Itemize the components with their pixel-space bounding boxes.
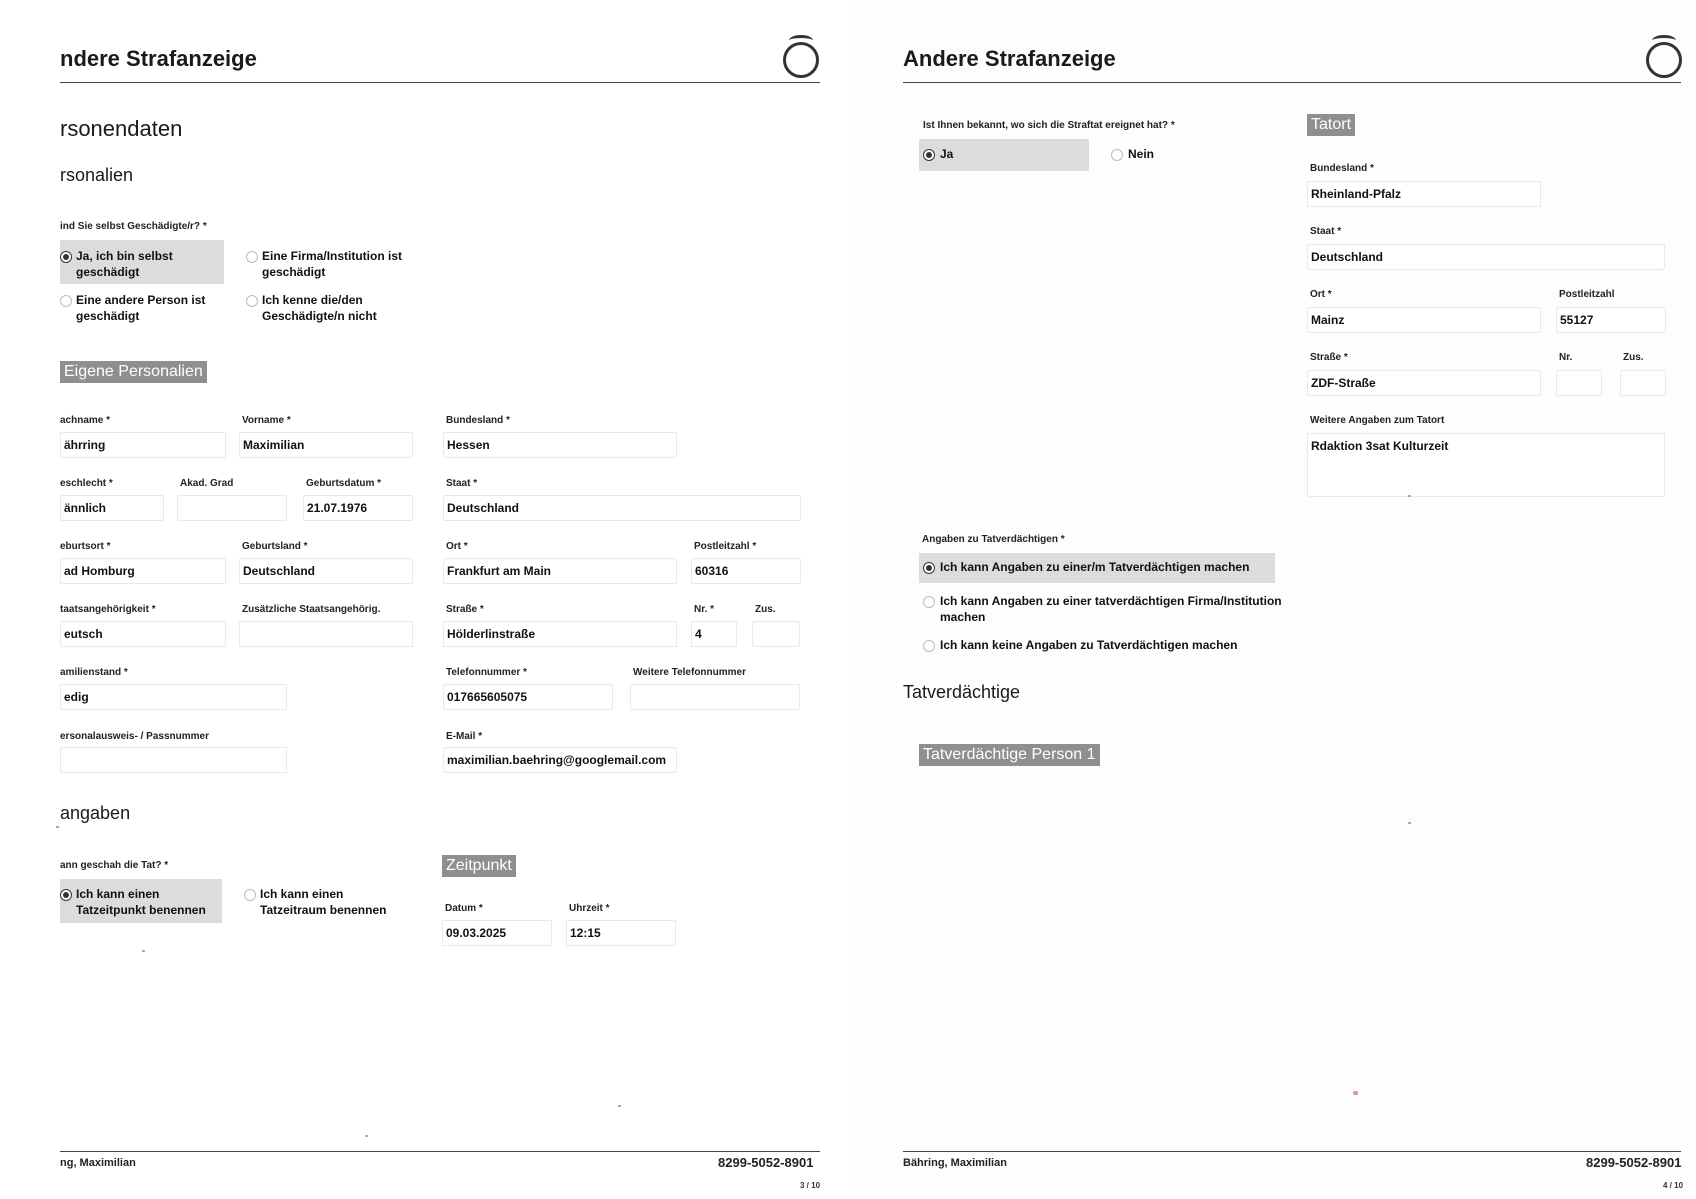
label-email: E-Mail *	[446, 731, 483, 742]
label-nr: Nr. *	[694, 604, 715, 615]
footer-code: 8299-5052-8901	[718, 1155, 814, 1170]
label-tatort-strasse: Straße *	[1310, 352, 1348, 363]
question-verdaechtige-label: Angaben zu Tatverdächtigen *	[922, 534, 1065, 545]
radio-ort-nein[interactable]	[1111, 149, 1123, 161]
field-weitere-telefon[interactable]	[630, 684, 800, 710]
field-tatort-strasse[interactable]: ZDF-Straße	[1307, 370, 1541, 396]
option-zeitpunkt[interactable]: Ich kann einen Tatzeitpunkt benennen	[76, 887, 206, 917]
question-ort-label: Ist Ihnen bekannt, wo sich die Straftat ereignet hat? *	[923, 120, 1175, 131]
page-number: 3 / 10	[800, 1181, 821, 1190]
field-ort[interactable]: Frankfurt am Main	[443, 558, 677, 584]
option-ort-nein[interactable]: Nein	[1128, 147, 1155, 161]
police-logo-icon	[1646, 42, 1682, 78]
label-plz: Postleitzahl *	[694, 541, 757, 552]
radio-verd-person[interactable]	[923, 562, 935, 574]
header-rule	[60, 82, 820, 83]
footer-name: Bähring, Maximilian	[903, 1157, 1007, 1169]
label-telefon: Telefonnummer *	[446, 667, 527, 678]
label-familienstand: amilienstand *	[60, 667, 128, 678]
subsection-heading: rsonalien	[60, 165, 134, 185]
label-zus-staatsangehoerigkeit: Zusätzliche Staatsangehörig.	[242, 604, 381, 615]
footer-name: ng, Maximilian	[60, 1157, 136, 1169]
field-zus-staatsangehoerigkeit[interactable]	[239, 621, 413, 647]
field-uhrzeit[interactable]: 12:15	[566, 920, 676, 946]
label-tatort-plz: Postleitzahl	[1559, 289, 1615, 300]
field-geburtsort[interactable]: ad Homburg	[60, 558, 226, 584]
option-andere[interactable]: Eine andere Person ist geschädigt	[76, 293, 206, 323]
label-strasse: Straße *	[446, 604, 484, 615]
option-verd-person[interactable]: Ich kann Angaben zu einer/m Tatverdächtigen machen	[940, 560, 1250, 574]
label-uhrzeit: Uhrzeit *	[569, 903, 610, 914]
section-tatverdaechtige: Tatverdächtige	[903, 682, 1021, 702]
scan-speck	[1353, 1091, 1358, 1095]
field-tatort-zus[interactable]	[1620, 370, 1666, 396]
radio-firma[interactable]	[246, 251, 258, 263]
badge-tatort: Tatort	[1307, 114, 1355, 136]
page-title: ndere Strafanzeige	[60, 46, 257, 71]
field-tatort-plz[interactable]: 55127	[1556, 307, 1666, 333]
header-rule	[903, 82, 1681, 83]
label-vorname: Vorname *	[242, 415, 291, 426]
option-firma[interactable]: Eine Firma/Institution ist geschädigt	[262, 249, 403, 279]
radio-verd-firma[interactable]	[923, 596, 935, 608]
label-tatort-zus: Zus.	[1623, 352, 1644, 363]
label-geburtsort: eburtsort *	[60, 541, 111, 552]
scan-speck	[365, 1135, 368, 1137]
field-zus[interactable]	[752, 621, 800, 647]
option-verd-keine[interactable]: Ich kann keine Angaben zu Tatverdächtigen machen	[940, 638, 1238, 652]
question-geschaedigt-label: ind Sie selbst Geschädigte/r? *	[60, 221, 207, 232]
field-tatort-staat[interactable]: Deutschland	[1307, 244, 1665, 270]
footer-rule	[903, 1151, 1681, 1152]
label-staat: Staat *	[446, 478, 478, 489]
page-4	[848, 0, 1696, 1199]
scan-speck	[618, 1105, 621, 1107]
footer-rule	[60, 1151, 820, 1152]
page-title: Andere Strafanzeige	[903, 46, 1116, 71]
scan-speck	[56, 826, 59, 828]
badge-eigene-personalien: Eigene Personalien	[60, 361, 207, 383]
field-ausweis[interactable]	[60, 747, 287, 773]
label-geschlecht: eschlecht *	[60, 478, 113, 489]
field-strasse[interactable]: Hölderlinstraße	[443, 621, 677, 647]
label-weitere-telefon: Weitere Telefonnummer	[633, 667, 746, 678]
label-tatort-bundesland: Bundesland *	[1310, 163, 1374, 174]
label-geburtsland: Geburtsland *	[242, 541, 308, 552]
radio-zeitpunkt[interactable]	[60, 889, 72, 901]
field-grad[interactable]	[177, 495, 287, 521]
badge-tatverdaechtige-person: Tatverdächtige Person 1	[919, 744, 1100, 766]
field-telefon[interactable]: 017665605075	[443, 684, 613, 710]
field-vorname[interactable]: Maximilian	[239, 432, 413, 458]
field-nachname[interactable]: ährring	[60, 432, 226, 458]
footer-code: 8299-5052-8901	[1586, 1155, 1682, 1170]
label-tatort-staat: Staat *	[1310, 226, 1342, 237]
option-zeitraum[interactable]: Ich kann einen Tatzeitraum benennen	[260, 887, 387, 917]
label-staatsangehoerigkeit: taatsangehörigkeit *	[60, 604, 156, 615]
option-verd-firma[interactable]: Ich kann Angaben zu einer tatverdächtigen Firma/Institution machen	[940, 594, 1282, 624]
field-staat[interactable]: Deutschland	[443, 495, 801, 521]
label-datum: Datum *	[445, 903, 483, 914]
field-nr[interactable]: 4	[691, 621, 737, 647]
option-self[interactable]: Ja, ich bin selbst geschädigt	[76, 249, 173, 279]
field-tatort-ort[interactable]: Mainz	[1307, 307, 1541, 333]
label-ort: Ort *	[446, 541, 468, 552]
field-tatort-bundesland[interactable]: Rheinland-Pfalz	[1307, 181, 1541, 207]
field-email[interactable]: maximilian.baehring@googlemail.com	[443, 747, 677, 773]
scan-speck	[142, 950, 145, 952]
label-nachname: achname *	[60, 415, 111, 426]
scan-speck	[1408, 495, 1411, 497]
radio-verd-keine[interactable]	[923, 640, 935, 652]
radio-unbekannt[interactable]	[246, 295, 258, 307]
radio-self[interactable]	[60, 251, 72, 263]
label-tatort-nr: Nr.	[1559, 352, 1573, 363]
label-ausweis: ersonalausweis- / Passnummer	[60, 731, 209, 742]
field-plz[interactable]: 60316	[691, 558, 801, 584]
field-bundesland[interactable]: Hessen	[443, 432, 677, 458]
field-familienstand[interactable]: edig	[60, 684, 287, 710]
option-unbekannt[interactable]: Ich kenne die/den Geschädigte/n nicht	[262, 293, 377, 323]
field-geburtsland[interactable]: Deutschland	[239, 558, 413, 584]
radio-ort-ja[interactable]	[923, 149, 935, 161]
field-tatort-weitere[interactable]: Rdaktion 3sat Kulturzeit	[1307, 433, 1665, 497]
field-geburtsdatum[interactable]: 21.07.1976	[303, 495, 413, 521]
label-grad: Akad. Grad	[180, 478, 234, 489]
label-bundesland: Bundesland *	[446, 415, 510, 426]
scan-speck	[1408, 822, 1411, 824]
field-staatsangehoerigkeit[interactable]: eutsch	[60, 621, 226, 647]
field-datum[interactable]: 09.03.2025	[442, 920, 552, 946]
radio-andere[interactable]	[60, 295, 72, 307]
section-heading: rsonendaten	[60, 116, 183, 141]
question-wann-label: ann geschah die Tat? *	[60, 860, 169, 871]
page-number: 4 / 10	[1663, 1181, 1684, 1190]
police-logo-icon	[783, 42, 819, 78]
badge-zeitpunkt: Zeitpunkt	[442, 855, 516, 877]
section2-heading: angaben	[60, 803, 131, 823]
radio-zeitraum[interactable]	[244, 889, 256, 901]
option-ort-ja[interactable]: Ja	[940, 147, 954, 161]
label-tatort-weitere: Weitere Angaben zum Tatort	[1310, 415, 1445, 426]
label-geburtsdatum: Geburtsdatum *	[306, 478, 382, 489]
label-tatort-ort: Ort *	[1310, 289, 1332, 300]
field-tatort-nr[interactable]	[1556, 370, 1602, 396]
label-zus: Zus.	[755, 604, 776, 615]
field-geschlecht[interactable]: ännlich	[60, 495, 164, 521]
